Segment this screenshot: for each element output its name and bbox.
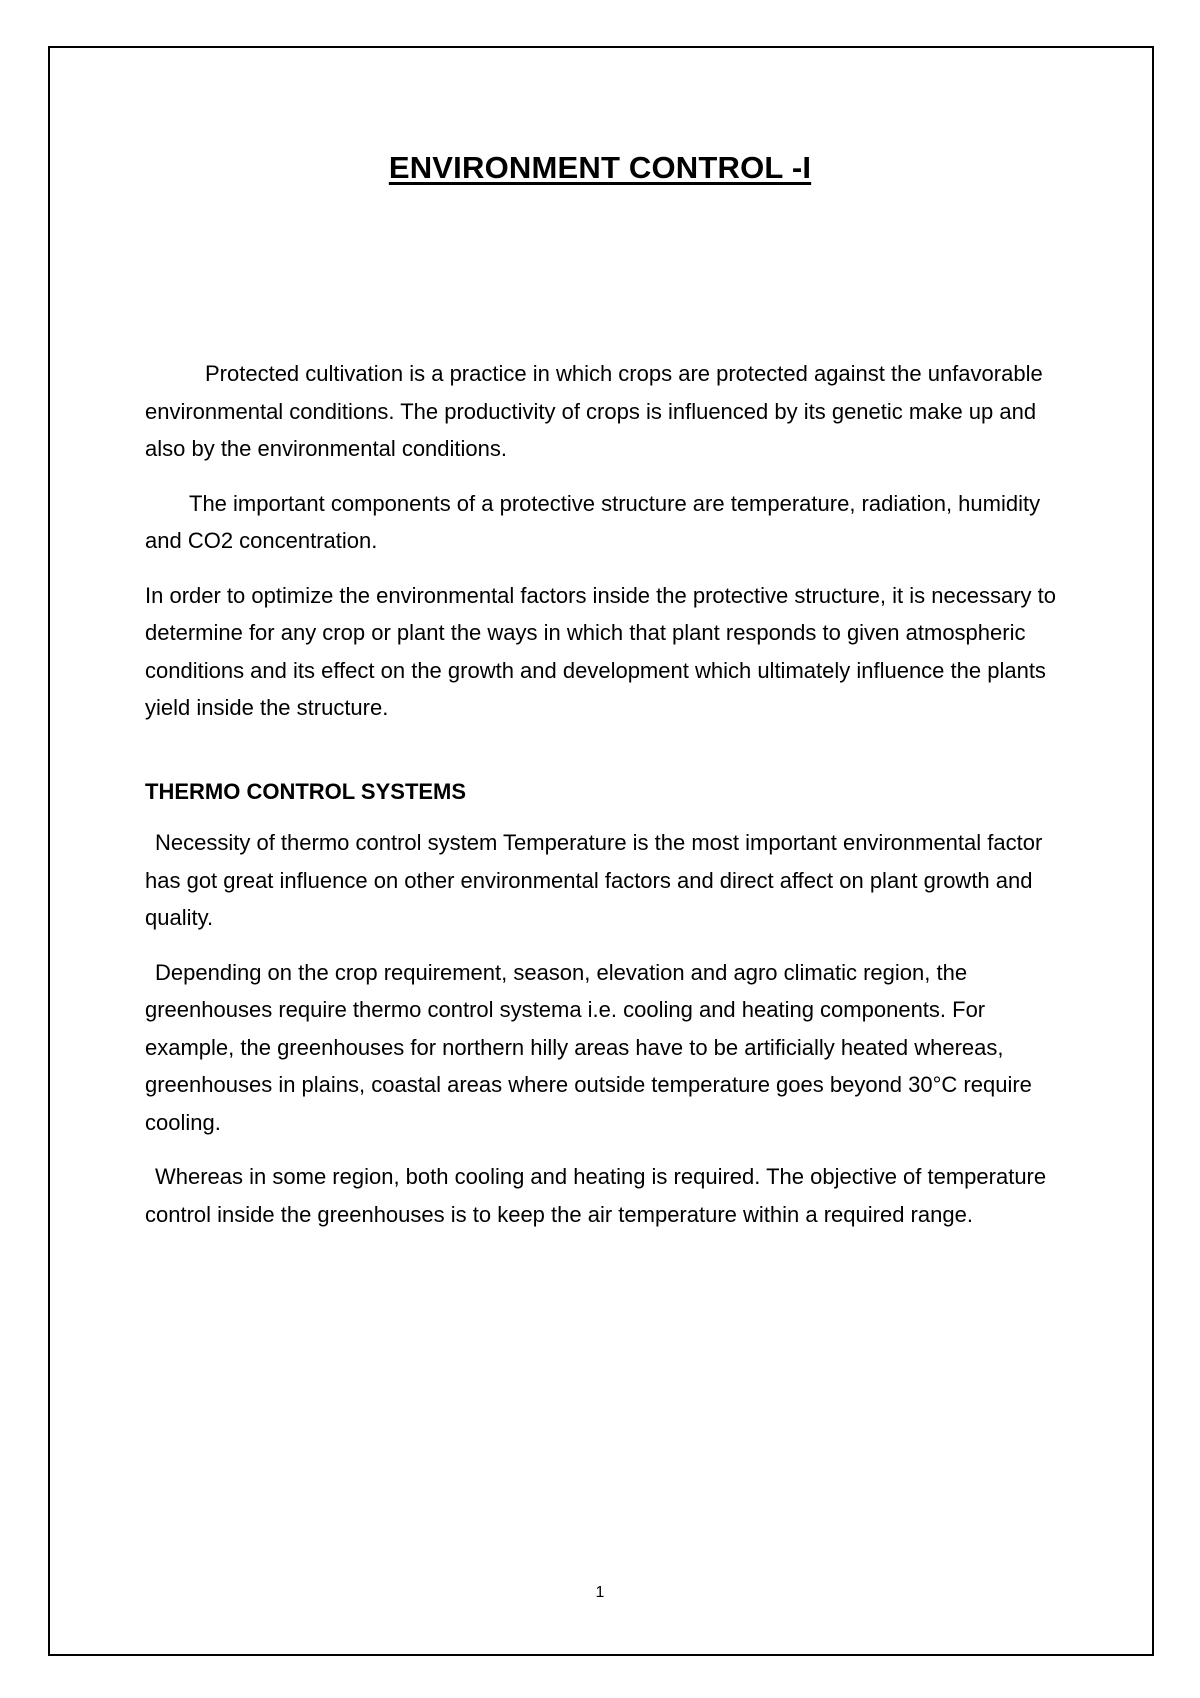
document-title: ENVIRONMENT CONTROL -I <box>388 150 812 185</box>
intro-paragraph-2: The important components of a protective structure are temperature, radiation, humidity and CO2 concentration. <box>145 490 1041 553</box>
intro-paragraph-1: Protected cultivation is a practice in which crops are protected against the unfavorable environmental conditions. The productivity of crops is influenced by its genetic make up and also by the environmental conditions. <box>145 361 1043 461</box>
section-paragraph-3: Whereas in some region, both cooling and heating is required. The objective of temperature control inside the greenhouses is to keep the air temperature within a required range. <box>145 1164 1047 1227</box>
intro-paragraph-3: In order to optimize the environmental factors inside the protective structure, it is necessary to determine for any crop or plant the ways in which that plant responds to given atmospheric conditions and its effect on the growth and development which ultimately influence the plants yield inside the structure. <box>145 582 1056 720</box>
section-heading: THERMO CONTROL SYSTEMS <box>145 778 467 804</box>
document-body <box>145 355 1065 1250</box>
section-paragraph-1: Necessity of thermo control system Temperature is the most important environmental factor has got great influence on other environmental factors and direct affect on plant growth and quality. <box>145 830 1043 930</box>
section-paragraph-2: Depending on the crop requirement, season, elevation and agro climatic region, the greenhouses require thermo control systema i.e. cooling and heating components. For example, the greenhouses for northern hilly areas have to be artificially heated whereas, greenhouses in plains, coastal areas where outside temperature goes beyond 30°C require cooling. <box>145 959 1032 1135</box>
page-number: 1 <box>595 1584 605 1601</box>
